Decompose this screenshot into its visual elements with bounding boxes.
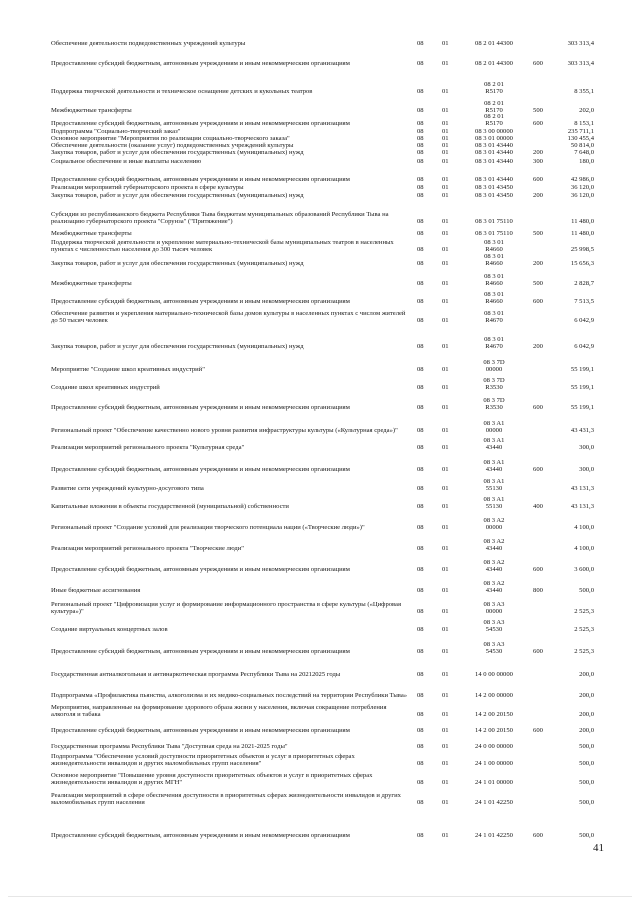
row-sum: 55 199,1 bbox=[570, 384, 594, 392]
row-name: Предоставление субсидий бюджетным, автономным учреждениям и иным некоммерческим организациям bbox=[51, 120, 350, 128]
table-row bbox=[0, 768, 640, 787]
row-cs-code: 08 2 01 R5170 bbox=[484, 81, 504, 96]
table-row bbox=[0, 268, 640, 288]
row-pr-code: 01 bbox=[442, 444, 449, 452]
row-name: Подпрограмма «Профилактика пьянства, алкоголизма и их медико-социальных последствий на территории Республики Тыва» bbox=[51, 692, 408, 700]
row-rz-code: 08 bbox=[417, 466, 424, 474]
row-sum: 43 431,3 bbox=[570, 427, 594, 435]
row-rz-code: 08 bbox=[417, 760, 424, 768]
row-sum: 300,0 bbox=[579, 444, 594, 452]
row-vr-code: 600 bbox=[533, 832, 543, 840]
row-pr-code: 01 bbox=[442, 799, 449, 807]
row-cs-code: 08 2 01 R5170 bbox=[484, 113, 504, 128]
table-row bbox=[0, 115, 640, 128]
row-rz-code: 08 bbox=[417, 366, 424, 374]
row-vr-code: 600 bbox=[533, 176, 543, 184]
row-cs-code: 08 3 01 R4660 bbox=[484, 239, 504, 254]
row-pr-code: 01 bbox=[442, 218, 449, 226]
row-sum: 130 455,4 bbox=[567, 135, 594, 143]
row-name: Реализация мероприятий в сфере обеспечения доступности в приоритетных сферах жизнедеятельности инвалидов и других маломобильных групп населения bbox=[51, 792, 401, 807]
row-name: Обеспечение развития и укрепления материально-технической базы домов культуры в населенных пунктах с числом жителей до 50 тысяч человек bbox=[51, 310, 406, 325]
table-row bbox=[0, 553, 640, 574]
row-rz-code: 08 bbox=[417, 149, 424, 157]
row-pr-code: 01 bbox=[442, 60, 449, 68]
row-rz-code: 08 bbox=[417, 158, 424, 166]
row-vr-code: 500 bbox=[533, 280, 543, 288]
row-name: Закупка товаров, работ и услуг для обеспечения государственных (муниципальных) нужд bbox=[51, 343, 304, 351]
row-name: Поддержка творческой деятельности и укрепление материально-технической базы муниципальных театров в населенных пунктах с численностью населения до 300 тысяч человек bbox=[51, 239, 394, 254]
row-sum: 43 131,3 bbox=[570, 485, 594, 493]
row-cs-code: 08 2 01 44300 bbox=[475, 40, 513, 48]
row-pr-code: 01 bbox=[442, 142, 449, 150]
row-sum: 15 656,3 bbox=[570, 260, 594, 268]
scan-edge-line bbox=[8, 896, 632, 897]
row-name: Закупка товаров, работ и услуг для обеспечения государственных (муниципальных) нужд bbox=[51, 149, 304, 157]
row-cs-code: 08 3 A3 54530 bbox=[483, 619, 505, 634]
row-name: Предоставление субсидий бюджетным, автономным учреждениям и иным некоммерческим организациям bbox=[51, 60, 350, 68]
row-rz-code: 08 bbox=[417, 218, 424, 226]
row-name: Подпрограмма "Обеспечение условий доступности приоритетных объектов и услуг в приоритетных сферах жизнедеятельности инвалидов и других маломобильных групп населения" bbox=[51, 753, 355, 768]
row-sum: 500,0 bbox=[579, 832, 594, 840]
table-row bbox=[0, 68, 640, 96]
row-rz-code: 08 bbox=[417, 40, 424, 48]
row-rz-code: 08 bbox=[417, 142, 424, 150]
row-cs-code: 08 3 A1 43440 bbox=[483, 459, 505, 474]
row-cs-code: 08 3 01 00000 bbox=[475, 135, 513, 143]
row-cs-code: 08 3 7D 00000 bbox=[483, 359, 505, 374]
row-pr-code: 01 bbox=[442, 246, 449, 254]
table-row bbox=[0, 351, 640, 374]
row-rz-code: 08 bbox=[417, 280, 424, 288]
row-pr-code: 01 bbox=[442, 280, 449, 288]
row-vr-code: 800 bbox=[533, 587, 543, 595]
row-sum: 500,0 bbox=[579, 760, 594, 768]
row-vr-code: 600 bbox=[533, 60, 543, 68]
row-pr-code: 01 bbox=[442, 648, 449, 656]
row-vr-code: 300 bbox=[533, 158, 543, 166]
row-rz-code: 08 bbox=[417, 648, 424, 656]
table-row bbox=[0, 493, 640, 511]
row-rz-code: 08 bbox=[417, 192, 424, 200]
row-pr-code: 01 bbox=[442, 192, 449, 200]
row-sum: 36 120,0 bbox=[570, 184, 594, 192]
row-sum: 55 199,1 bbox=[570, 404, 594, 412]
table-row bbox=[0, 532, 640, 553]
row-cs-code: 08 3 01 43440 bbox=[475, 158, 513, 166]
row-name: Межбюджетные трансферты bbox=[51, 107, 132, 115]
row-pr-code: 01 bbox=[442, 343, 449, 351]
row-vr-code: 600 bbox=[533, 298, 543, 306]
row-rz-code: 08 bbox=[417, 128, 424, 136]
row-cs-code: 08 2 01 R5170 bbox=[484, 100, 504, 115]
row-vr-code: 600 bbox=[533, 120, 543, 128]
row-rz-code: 08 bbox=[417, 60, 424, 68]
row-pr-code: 01 bbox=[442, 88, 449, 96]
table-row bbox=[0, 807, 640, 840]
row-cs-code: 08 3 7D R3530 bbox=[483, 377, 505, 392]
row-rz-code: 08 bbox=[417, 298, 424, 306]
row-sum: 2 525,3 bbox=[574, 648, 594, 656]
row-vr-code: 400 bbox=[533, 503, 543, 511]
row-rz-code: 08 bbox=[417, 608, 424, 616]
row-name: Создание школ креативных индустрий bbox=[51, 384, 160, 392]
row-cs-code: 24 1 01 00000 bbox=[475, 779, 513, 787]
row-name: Реализация мероприятий регионального проекта "Культурная среда" bbox=[51, 444, 245, 452]
row-pr-code: 01 bbox=[442, 107, 449, 115]
row-cs-code: 08 3 01 R4660 bbox=[484, 273, 504, 288]
row-rz-code: 08 bbox=[417, 404, 424, 412]
table-row bbox=[0, 96, 640, 115]
table-row bbox=[0, 452, 640, 474]
table-row bbox=[0, 616, 640, 634]
row-sum: 500,0 bbox=[579, 779, 594, 787]
row-name: Подпрограмма "Социально-творческий заказ" bbox=[51, 128, 181, 136]
table-row bbox=[0, 392, 640, 412]
row-rz-code: 08 bbox=[417, 88, 424, 96]
row-cs-code: 08 3 A1 43440 bbox=[483, 437, 505, 452]
row-name: Предоставление субсидий бюджетным, автономным учреждениям и иным некоммерческим организациям bbox=[51, 727, 350, 735]
row-name: Закупка товаров, работ и услуг для обеспечения государственных (муниципальных) нужд bbox=[51, 192, 304, 200]
row-sum: 11 480,0 bbox=[571, 230, 594, 238]
table-row bbox=[0, 166, 640, 184]
row-sum: 4 100,0 bbox=[574, 545, 594, 553]
row-cs-code: 08 3 7D R3530 bbox=[483, 397, 505, 412]
table-row bbox=[0, 412, 640, 435]
row-sum: 8 355,1 bbox=[574, 88, 594, 96]
row-name: Региональный проект "Обеспечение качественно нового уровня развития инфраструктуры культуры («Культурная среда»)" bbox=[51, 427, 398, 435]
row-cs-code: 08 3 01 75110 bbox=[475, 230, 513, 238]
row-sum: 36 120,0 bbox=[570, 192, 594, 200]
row-pr-code: 01 bbox=[442, 158, 449, 166]
row-vr-code: 500 bbox=[533, 107, 543, 115]
row-sum: 202,0 bbox=[579, 107, 594, 115]
row-pr-code: 01 bbox=[442, 626, 449, 634]
row-rz-code: 08 bbox=[417, 566, 424, 574]
table-row bbox=[0, 150, 640, 157]
row-vr-code: 600 bbox=[533, 404, 543, 412]
row-vr-code: 600 bbox=[533, 727, 543, 735]
row-sum: 303 313,4 bbox=[567, 60, 594, 68]
row-sum: 300,0 bbox=[579, 466, 594, 474]
row-cs-code: 14 0 00 00000 bbox=[475, 671, 513, 679]
row-vr-code: 600 bbox=[533, 466, 543, 474]
row-pr-code: 01 bbox=[442, 711, 449, 719]
table-row bbox=[0, 787, 640, 807]
row-cs-code: 24 1 01 42250 bbox=[475, 832, 513, 840]
row-cs-code: 08 3 A2 43440 bbox=[483, 559, 505, 574]
row-sum: 7 513,5 bbox=[574, 298, 594, 306]
row-sum: 25 998,5 bbox=[570, 246, 594, 254]
row-name: Субсидии из республиканского бюджета Республики Тыва бюджетам муниципальных образований Республики Тыва на реализацию губернаторского проекта "Сорунза" ("Притяжение") bbox=[51, 211, 389, 226]
row-name: Предоставление субсидий бюджетным, автономным учреждениям и иным некоммерческим организациям bbox=[51, 566, 350, 574]
row-cs-code: 08 3 01 75110 bbox=[475, 218, 513, 226]
row-rz-code: 08 bbox=[417, 692, 424, 700]
row-pr-code: 01 bbox=[442, 466, 449, 474]
row-name: Основное мероприятие "Повышение уровня доступности приоритетных объектов и услуг в приоритетных сферах жизнедеятельности инвалидов и других МГН" bbox=[51, 772, 373, 787]
row-name: Реализация мероприятий губернаторского проекта в сфере культуры bbox=[51, 184, 244, 192]
row-pr-code: 01 bbox=[442, 671, 449, 679]
row-name: Предоставление субсидий бюджетным, автономным учреждениям и иным некоммерческим организациям bbox=[51, 832, 350, 840]
row-cs-code: 08 3 01 43450 bbox=[475, 184, 513, 192]
table-row bbox=[0, 595, 640, 616]
row-cs-code: 08 3 01 43440 bbox=[475, 149, 513, 157]
row-vr-code: 200 bbox=[533, 149, 543, 157]
table-row bbox=[0, 474, 640, 493]
row-cs-code: 08 3 01 43450 bbox=[475, 192, 513, 200]
page-number: 41 bbox=[593, 842, 604, 854]
table-row bbox=[0, 200, 640, 226]
row-sum: 43 131,3 bbox=[570, 503, 594, 511]
row-rz-code: 08 bbox=[417, 503, 424, 511]
budget-table bbox=[0, 36, 640, 840]
row-pr-code: 01 bbox=[442, 184, 449, 192]
row-name: Государственная программа Республики Тыва "Доступная среда на 2021-2025 годы" bbox=[51, 743, 288, 751]
row-rz-code: 08 bbox=[417, 230, 424, 238]
row-rz-code: 08 bbox=[417, 671, 424, 679]
row-sum: 7 648,0 bbox=[574, 149, 594, 157]
row-rz-code: 08 bbox=[417, 587, 424, 595]
row-rz-code: 08 bbox=[417, 343, 424, 351]
row-sum: 500,0 bbox=[579, 743, 594, 751]
table-row bbox=[0, 719, 640, 735]
row-pr-code: 01 bbox=[442, 120, 449, 128]
row-name: Предоставление субсидий бюджетным, автономным учреждениям и иным некоммерческим организациям bbox=[51, 466, 350, 474]
row-pr-code: 01 bbox=[442, 832, 449, 840]
row-sum: 8 153,1 bbox=[574, 120, 594, 128]
row-name: Государственная антиалкогольная и антинаркотическая программа Республики Тыва на 20212025 годы bbox=[51, 671, 341, 679]
row-sum: 500,0 bbox=[579, 799, 594, 807]
row-cs-code: 08 3 01 43440 bbox=[475, 142, 513, 150]
row-name: Предоставление субсидий бюджетным, автономным учреждениям и иным некоммерческим организациям bbox=[51, 404, 350, 412]
row-cs-code: 08 3 A2 00000 bbox=[483, 517, 505, 532]
row-sum: 2 828,7 bbox=[574, 280, 594, 288]
row-rz-code: 08 bbox=[417, 832, 424, 840]
row-cs-code: 24 0 00 00000 bbox=[475, 743, 513, 751]
row-sum: 6 042,9 bbox=[574, 343, 594, 351]
row-name: Закупка товаров, работ и услуг для обеспечения государственных (муниципальных) нужд bbox=[51, 260, 304, 268]
table-row bbox=[0, 325, 640, 351]
row-cs-code: 08 3 A3 00000 bbox=[483, 601, 505, 616]
row-pr-code: 01 bbox=[442, 485, 449, 493]
row-rz-code: 08 bbox=[417, 545, 424, 553]
row-vr-code: 200 bbox=[533, 343, 543, 351]
table-row bbox=[0, 36, 640, 48]
row-name: Мероприятие "Создание школ креативных индустрий" bbox=[51, 366, 205, 374]
row-sum: 180,0 bbox=[579, 158, 594, 166]
row-rz-code: 08 bbox=[417, 384, 424, 392]
row-pr-code: 01 bbox=[442, 366, 449, 374]
row-sum: 42 986,0 bbox=[570, 176, 594, 184]
row-rz-code: 08 bbox=[417, 427, 424, 435]
row-sum: 200,0 bbox=[579, 671, 594, 679]
row-rz-code: 08 bbox=[417, 317, 424, 325]
row-cs-code: 08 3 01 R4660 bbox=[484, 253, 504, 268]
row-pr-code: 01 bbox=[442, 230, 449, 238]
table-row bbox=[0, 435, 640, 452]
table-row bbox=[0, 656, 640, 679]
row-cs-code: 08 3 A1 00000 bbox=[483, 420, 505, 435]
row-pr-code: 01 bbox=[442, 743, 449, 751]
row-name: Межбюджетные трансферты bbox=[51, 280, 132, 288]
row-pr-code: 01 bbox=[442, 760, 449, 768]
row-pr-code: 01 bbox=[442, 128, 449, 136]
row-name: Иные бюджетные ассигнования bbox=[51, 587, 141, 595]
table-row bbox=[0, 157, 640, 166]
row-cs-code: 24 1 01 42250 bbox=[475, 799, 513, 807]
row-sum: 200,0 bbox=[579, 727, 594, 735]
row-pr-code: 01 bbox=[442, 727, 449, 735]
row-pr-code: 01 bbox=[442, 608, 449, 616]
row-name: Создание виртуальных концертных залов bbox=[51, 626, 168, 634]
row-cs-code: 08 3 A1 55130 bbox=[483, 496, 505, 511]
row-name: Предоставление субсидий бюджетным, автономным учреждениям и иным некоммерческим организациям bbox=[51, 176, 350, 184]
row-pr-code: 01 bbox=[442, 384, 449, 392]
row-vr-code: 500 bbox=[533, 230, 543, 238]
table-row bbox=[0, 511, 640, 532]
row-pr-code: 01 bbox=[442, 149, 449, 157]
row-rz-code: 08 bbox=[417, 727, 424, 735]
row-name: Предоставление субсидий бюджетным, автономным учреждениям и иным некоммерческим организациям bbox=[51, 648, 350, 656]
row-pr-code: 01 bbox=[442, 524, 449, 532]
row-pr-code: 01 bbox=[442, 427, 449, 435]
row-sum: 3 600,0 bbox=[574, 566, 594, 574]
row-cs-code: 08 3 01 R4660 bbox=[484, 291, 504, 306]
table-row bbox=[0, 238, 640, 254]
table-row bbox=[0, 184, 640, 192]
table-row bbox=[0, 634, 640, 656]
row-vr-code: 600 bbox=[533, 648, 543, 656]
row-rz-code: 08 bbox=[417, 626, 424, 634]
table-row bbox=[0, 374, 640, 392]
row-name: Обеспечение деятельности подведомственных учреждений культуры bbox=[51, 40, 246, 48]
row-name: Предоставление субсидий бюджетным, автономным учреждениям и иным некоммерческим организациям bbox=[51, 298, 350, 306]
row-sum: 200,0 bbox=[579, 692, 594, 700]
row-sum: 6 042,9 bbox=[574, 317, 594, 325]
row-rz-code: 08 bbox=[417, 485, 424, 493]
row-rz-code: 08 bbox=[417, 711, 424, 719]
table-row bbox=[0, 735, 640, 751]
row-name: Основное мероприятие "Мероприятия по реализации социально-творческого заказа" bbox=[51, 135, 290, 143]
row-cs-code: 08 2 01 44300 bbox=[475, 60, 513, 68]
row-vr-code: 200 bbox=[533, 192, 543, 200]
row-pr-code: 01 bbox=[442, 503, 449, 511]
row-rz-code: 08 bbox=[417, 260, 424, 268]
row-name: Региональный проект "Цифровизация услуг и формирование информационного пространства в сфере культуры («Цифровая культура»)" bbox=[51, 601, 402, 616]
row-pr-code: 01 bbox=[442, 317, 449, 325]
row-sum: 55 199,1 bbox=[570, 366, 594, 374]
row-sum: 2 525,3 bbox=[574, 608, 594, 616]
row-cs-code: 08 3 A3 54530 bbox=[483, 641, 505, 656]
row-cs-code: 08 3 A2 43440 bbox=[483, 538, 505, 553]
table-row bbox=[0, 679, 640, 700]
row-rz-code: 08 bbox=[417, 135, 424, 143]
table-row bbox=[0, 48, 640, 68]
row-cs-code: 08 3 00 00000 bbox=[475, 128, 513, 136]
row-sum: 2 525,3 bbox=[574, 626, 594, 634]
row-sum: 11 480,0 bbox=[571, 218, 594, 226]
row-pr-code: 01 bbox=[442, 692, 449, 700]
row-cs-code: 08 3 01 R4670 bbox=[484, 310, 504, 325]
row-rz-code: 08 bbox=[417, 184, 424, 192]
row-pr-code: 01 bbox=[442, 260, 449, 268]
table-row bbox=[0, 226, 640, 238]
row-pr-code: 01 bbox=[442, 566, 449, 574]
row-vr-code: 200 bbox=[533, 260, 543, 268]
row-name: Межбюджетные трансферты bbox=[51, 230, 132, 238]
row-sum: 500,0 bbox=[579, 587, 594, 595]
table-row bbox=[0, 192, 640, 200]
row-rz-code: 08 bbox=[417, 743, 424, 751]
row-cs-code: 08 3 A2 43440 bbox=[483, 580, 505, 595]
table-row bbox=[0, 751, 640, 768]
row-cs-code: 08 3 01 43440 bbox=[475, 176, 513, 184]
row-name: Мероприятия, направленные на формирование здорового образа жизни у населения, включая сокращение потребления алкоголя и табака bbox=[51, 704, 387, 719]
row-rz-code: 08 bbox=[417, 176, 424, 184]
table-row bbox=[0, 288, 640, 306]
row-pr-code: 01 bbox=[442, 176, 449, 184]
row-pr-code: 01 bbox=[442, 135, 449, 143]
table-row bbox=[0, 700, 640, 719]
row-rz-code: 08 bbox=[417, 444, 424, 452]
row-pr-code: 01 bbox=[442, 40, 449, 48]
table-row bbox=[0, 574, 640, 595]
row-cs-code: 08 3 01 R4670 bbox=[484, 336, 504, 351]
row-name: Обеспечение деятельности (оказание услуг) подведомственных учреждений культуры bbox=[51, 142, 294, 150]
row-rz-code: 08 bbox=[417, 120, 424, 128]
row-rz-code: 08 bbox=[417, 107, 424, 115]
row-pr-code: 01 bbox=[442, 404, 449, 412]
row-cs-code: 14 2 00 20150 bbox=[475, 727, 513, 735]
row-name: Социальное обеспечение и иные выплаты населению bbox=[51, 158, 202, 166]
row-name: Региональный проект "Создание условий для реализации творческого потенциала нации («Творческие люди»)" bbox=[51, 524, 365, 532]
row-rz-code: 08 bbox=[417, 246, 424, 254]
row-name: Реализация мероприятий регионального проекта "Творческие люди" bbox=[51, 545, 244, 553]
row-cs-code: 14 2 00 20150 bbox=[475, 711, 513, 719]
row-pr-code: 01 bbox=[442, 587, 449, 595]
row-cs-code: 08 3 A1 55130 bbox=[483, 478, 505, 493]
row-rz-code: 08 bbox=[417, 799, 424, 807]
row-sum: 235 711,1 bbox=[567, 128, 594, 136]
row-name: Развитие сети учреждений культурно-досугового типа bbox=[51, 485, 204, 493]
row-cs-code: 14 2 00 00000 bbox=[475, 692, 513, 700]
row-pr-code: 01 bbox=[442, 545, 449, 553]
table-row bbox=[0, 306, 640, 325]
row-pr-code: 01 bbox=[442, 779, 449, 787]
row-name: Капитальные вложения в объекты государственной (муниципальной) собственности bbox=[51, 503, 289, 511]
row-sum: 4 100,0 bbox=[574, 524, 594, 532]
row-sum: 50 814,0 bbox=[570, 142, 594, 150]
row-sum: 303 313,4 bbox=[567, 40, 594, 48]
row-vr-code: 600 bbox=[533, 566, 543, 574]
row-name: Поддержка творческой деятельности и техническое оснащение детских и кукольных театров bbox=[51, 88, 313, 96]
table-row bbox=[0, 254, 640, 268]
row-pr-code: 01 bbox=[442, 298, 449, 306]
row-sum: 200,0 bbox=[579, 711, 594, 719]
row-cs-code: 24 1 00 00000 bbox=[475, 760, 513, 768]
row-rz-code: 08 bbox=[417, 779, 424, 787]
row-rz-code: 08 bbox=[417, 524, 424, 532]
